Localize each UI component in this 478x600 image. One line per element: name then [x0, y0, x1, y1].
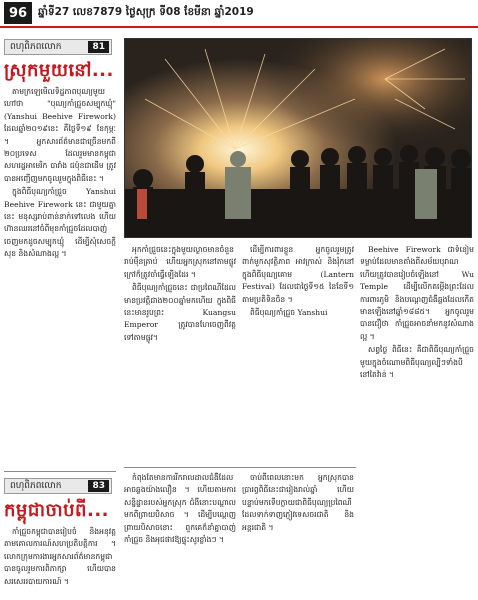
article1-column-bottom-3 [242, 472, 354, 590]
article1-column-4 [360, 244, 474, 590]
article1-column-3 [242, 244, 354, 464]
paragraph: កំពុងតែមានការរីករាលដាលជំងឺដែលអាចឆ្លងយ៉ាងលឿន ។ ហើយតាមការសន្និដ្ឋានរបស់អ្នកស្រុក ជំងឺនោះបណ្តាលមកពីព្រាយបិសាច ។ ដើម្បីបណ្តេញព្រាយបិសាចនោះ ពួកគេក៏នាំគ្នាបាញ់កាំជ្រួច និងអុជផាវឱ្យផ្ទុះសូរខ្លាំងៗ ។ [124, 473, 236, 545]
masthead [0, 0, 478, 28]
article1-section-tag [4, 39, 112, 55]
article1-column-1 [4, 86, 116, 464]
fireworks-illustration [125, 39, 472, 238]
article1-column-bottom-2 [124, 472, 236, 590]
section-number: 81 [88, 41, 109, 53]
paragraph: តាមក្រឡេមើលទិដ្ឋភាពបុណ្យមួយហៅថា "បុណ្យកាំជ្រួចសម្បុកឃ្មុំ" (Yanshui Beehive Firework) ដែលឆ្នាំ២០១៩នេះ គឺថ្ងៃទី១៩ ខែកុម្ភៈ ។ អ្នកសារព័ត៌មានជាច្រើនមកពី ២០ប្រទេស ដែលរួមមានកម្ពុជា សហរដ្ឋអាមេរិក បារាំង ជប៉ុនជាដើម ត្រូវបានអញ្ជើញមកចូលរួមក្នុងពិធីនេះ ។ [4, 87, 116, 183]
article1-column-2 [124, 244, 236, 464]
article1-photo-fireworks-crowd [124, 38, 472, 238]
paragraph: ដើម្បីការពារខ្លួន អ្នកចូលរួមត្រូវពាក់មួកសុវត្ថិភាព អាវក្រាស់ និងរុំកនៅក្នុងពិធីបុណ្យគោម (Lantern Festival) ដែលជាថ្ងៃទី១៥ នៃខែទី១ តាមប្រតិទិនចិន ។ [242, 245, 354, 304]
article2-column-1 [4, 526, 116, 594]
paragraph: ពិធីបុណ្យកាំជ្រួចនេះ ជាប្រពៃណីដែលមានប្រវត្តិជាង២០០ឆ្នាំមកហើយ ក្នុងពិធីនេះមានរូបព្រះ Kuangsu Emperor ត្រូវបានហែចេញពីវត្តទៅតាមផ្លូវ។ [124, 283, 236, 342]
section-label: ពហុពិភពលោក [10, 41, 62, 52]
paragraph: កាំជ្រួចកម្ពុជាបានរៀបចំ និងអនុវត្តតាមគោលការណ៍សហប្រតិបត្តិការ ។ លោកក្រុមការងារអ្នកសារព័ត៌មានកម្ពុជា បានចូលរួមការពិភាក្សា ហើយបានសរសេររបាយការណ៍ ។ [4, 527, 116, 586]
page-number: 96 [4, 2, 32, 24]
article2-headline: កម្ពុជាចាប់ពី... [4, 500, 109, 521]
section-label: ពហុពិភពលោក [10, 480, 62, 491]
article-divider [4, 471, 116, 472]
article1-headline: ស្រុកមួយនៅ... [4, 60, 114, 81]
paragraph: ចាប់ពីពេលនោះមក អ្នកស្រុកបានប្រារព្ធពិធីនេះជារៀងរាល់ឆ្នាំ ហើយបន្ទាប់មកទើបក្លាយជាពិធីបុណ្យប្រពៃណីដែលទាក់ទាញភ្ញៀវទេសចរជាតិ និងអន្តរជាតិ ។ [242, 473, 354, 532]
article2-section-tag [4, 478, 112, 494]
paragraph: ក្នុងពិធីបុណ្យកាំជ្រួច Yanshui Beehive Firework នេះ ជាមួយគ្នានេះ មនុស្សរាប់ពាន់នាក់ទៅលេង ហើយហ៊ានឈរនៅចំពីមុខកាំជ្រួចដែលបាញ់ចេញមកដូចសម្បុកឃ្មុំ ដើម្បីសុំសេចក្តីសុខ និងសំណាងល្អ ។ [4, 187, 116, 259]
paragraph: ពិធីបុណ្យកាំជ្រួច Yanshui [250, 308, 328, 318]
paragraph: សព្វថ្ងៃ ពិធីនេះ គឺជាពិធីបុណ្យកាំជ្រួចមួយក្នុងចំណោមពិធីបុណ្យល្បីៗទាំងបីនៅតៃវ៉ាន់ ។ [360, 345, 474, 380]
paragraph: អុកកាំជ្រួចនេះក្នុងមួយល្ងាចមានចំនួនរាប់ម៉ឺនគ្រាប់ ហើយអ្នកស្រុកនៅតាមផ្លូវក្រៅក៏ត្រូវចាំធ្វើឡើងដែរ ។ [124, 245, 236, 279]
issue-line: ឆ្នាំទី27 លេខ7879 ថ្ងៃសុក្រ ទី08 ខែមីនា ឆ្នាំ2019 [38, 5, 254, 18]
paragraph: Beehive Firework ជាទំនៀមទម្លាប់ដែលមានតាំងពីសម័យបុរាណ ហើយត្រូវបានរៀបចំឡើងនៅ Wu Temple ដើម្បីលើកតម្កើងព្រះដែលការពារភូមិ និងបណ្តេញជំងឺឆ្លងដែលកើតមានឡើងនៅឆ្នាំ១៨៨៥។ អ្នកចូលរួមបានជឿថា កាំជ្រួចអាចនាំមកនូវសំណាងល្អ ។ [360, 245, 474, 341]
section-number: 83 [88, 480, 109, 492]
column-divider [124, 467, 356, 468]
